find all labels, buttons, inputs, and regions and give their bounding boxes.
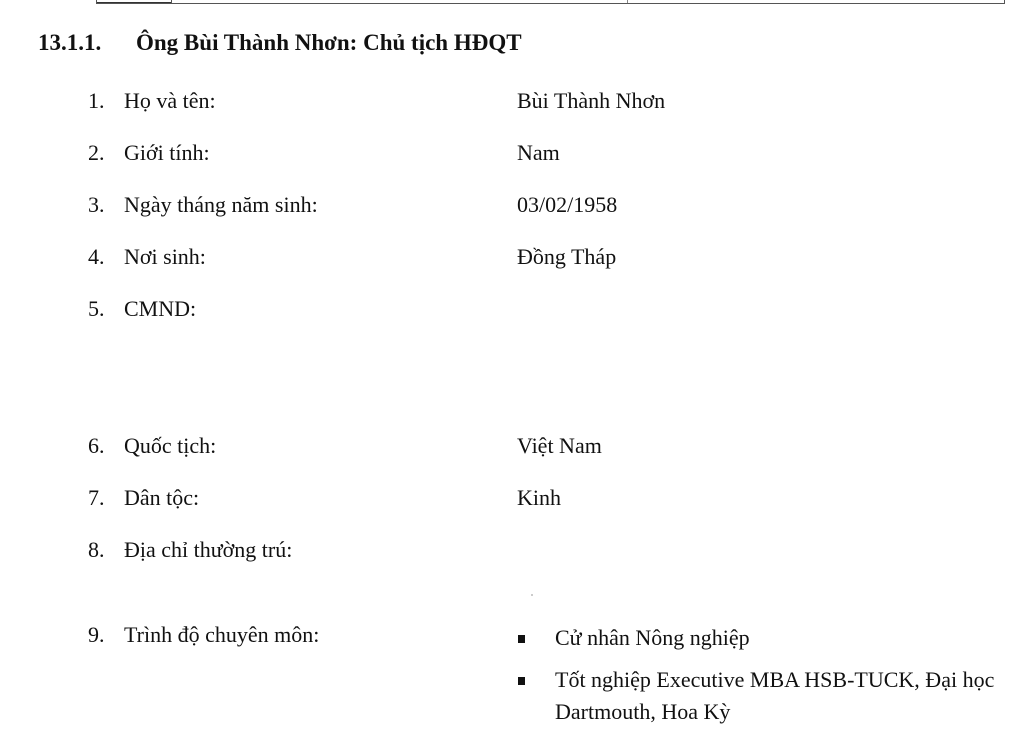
table-cell bbox=[97, 0, 172, 3]
square-bullet-icon bbox=[518, 677, 525, 685]
field-label: Trình độ chuyên môn: bbox=[124, 622, 320, 647]
table-cell bbox=[171, 0, 628, 3]
section-number: 13.1.1. bbox=[38, 30, 102, 55]
qualification-text: Tốt nghiệp Executive MBA HSB-TUCK, Đại học Dartmouth, Hoa Kỳ bbox=[555, 667, 995, 724]
field-label: Ngày tháng năm sinh: bbox=[124, 192, 318, 217]
square-bullet-icon bbox=[518, 635, 525, 643]
section-title: Ông Bùi Thành Nhơn: Chủ tịch HĐQT bbox=[136, 30, 522, 55]
field-number: 3. bbox=[88, 192, 105, 217]
field-label: Nơi sinh: bbox=[124, 244, 206, 269]
field-number: 9. bbox=[88, 622, 105, 647]
field-label: Họ và tên: bbox=[124, 88, 216, 113]
scan-artifact bbox=[531, 594, 533, 596]
field-value: Việt Nam bbox=[517, 433, 602, 458]
field-label: Dân tộc: bbox=[124, 485, 200, 510]
qualification-text: Cử nhân Nông nghiệp bbox=[555, 625, 750, 650]
field-label: Địa chỉ thường trú: bbox=[124, 537, 293, 562]
field-number: 5. bbox=[88, 296, 105, 321]
section-heading bbox=[38, 30, 522, 56]
field-label: Giới tính: bbox=[124, 140, 210, 165]
field-number: 7. bbox=[88, 485, 105, 510]
qualification-item bbox=[517, 664, 1020, 728]
field-number: 6. bbox=[88, 433, 105, 458]
previous-table-bottom-edge bbox=[96, 0, 1005, 4]
field-value: Nam bbox=[517, 140, 560, 165]
field-number: 4. bbox=[88, 244, 105, 269]
qualification-list bbox=[517, 622, 997, 728]
field-value: Đồng Tháp bbox=[517, 244, 617, 269]
field-label: Quốc tịch: bbox=[124, 433, 217, 458]
field-label: CMND: bbox=[124, 296, 197, 321]
qualification-item bbox=[517, 622, 997, 654]
field-value: 03/02/1958 bbox=[517, 192, 618, 217]
field-number: 8. bbox=[88, 537, 105, 562]
field-number: 2. bbox=[88, 140, 105, 165]
field-number: 1. bbox=[88, 88, 105, 113]
field-value: Bùi Thành Nhơn bbox=[517, 88, 666, 113]
field-value: Kinh bbox=[517, 485, 561, 510]
